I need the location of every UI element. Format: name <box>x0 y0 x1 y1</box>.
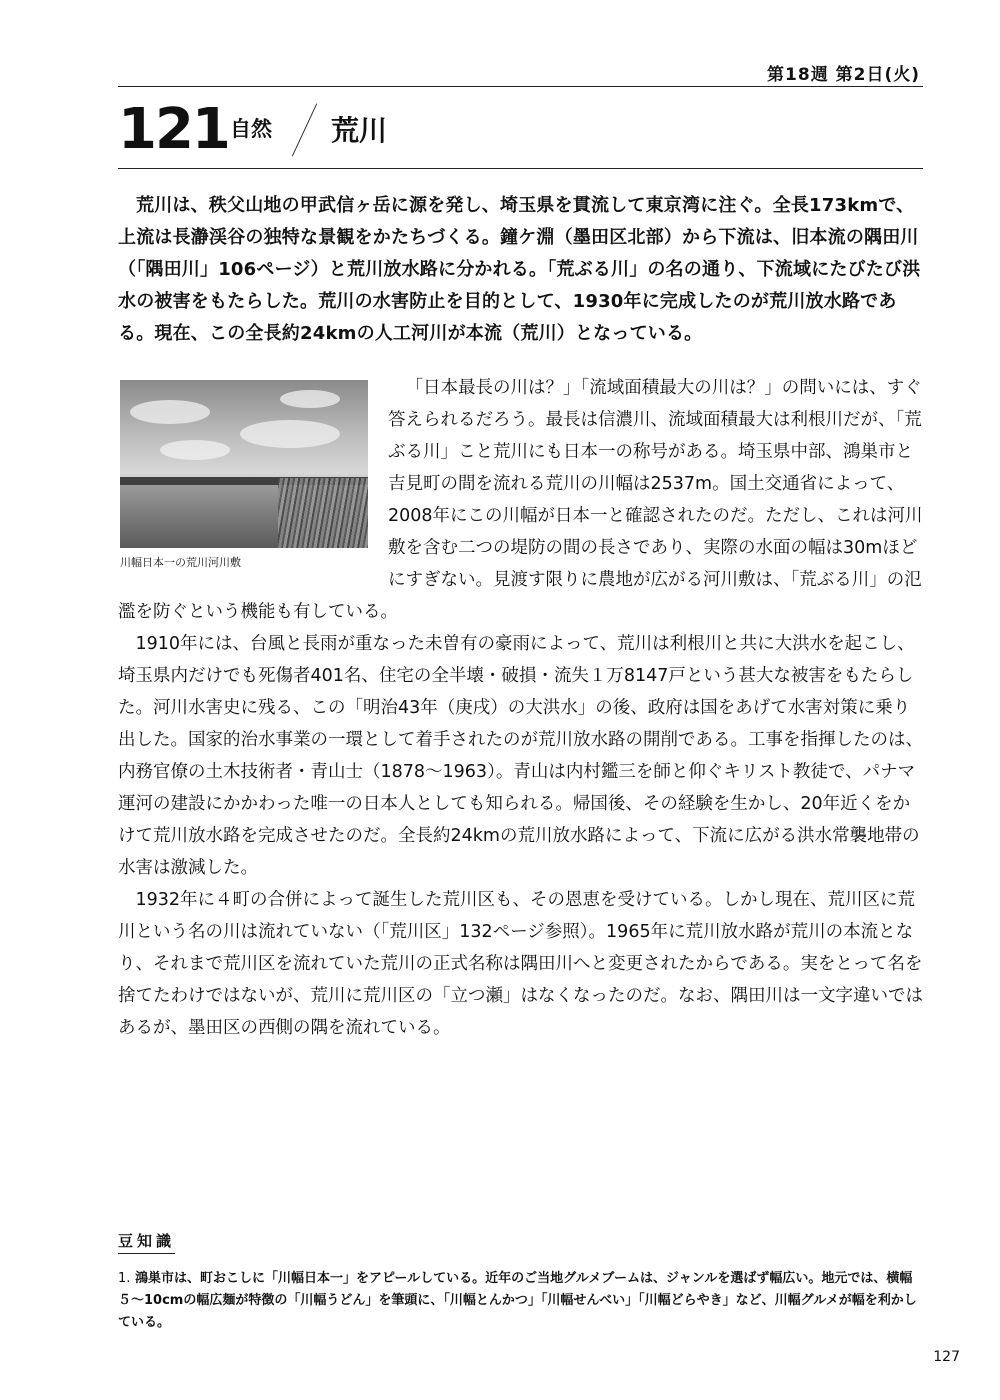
header-rule <box>118 168 923 169</box>
trivia-item <box>118 1268 926 1334</box>
trivia-item-text: 鴻巣市は、町おこしに「川幅日本一」をアピールしている。近年のご当地グルメブームは、ジャンルを選ばず幅広い。地元では、横幅５〜10cmの幅広麺が特徴の「川幅うどん」を筆頭に、「川幅とんかつ」「川幅せんべい」「川幅どらやき」など、川幅グルメが幅を利かしている。 <box>118 1271 917 1330</box>
trivia-section <box>118 1230 926 1334</box>
header-slash-divider <box>292 104 317 157</box>
body-text <box>118 372 926 1044</box>
intro-text: 荒川は、秩父山地の甲武信ヶ岳に源を発し、埼玉県を貫流して東京湾に注ぐ。全長173kmで、上流は長瀞渓谷の独特な景観をかたちづくる。鐘ケ淵（墨田区北部）から下流は、旧本流の隅田川（「隅田川」106ページ）と荒川放水路に分かれる。「荒ぶる川」の名の通り、下流域にたびたび洪水の被害をもたらした。荒川の水害防止を目的として、1930年に完成したのが荒川放水路である。現在、この全長約24kmの人工河川が本流（荒川）となっている。 <box>118 195 921 344</box>
intro-paragraph <box>118 190 926 350</box>
body-paragraph: 1932年に４町の合併によって誕生した荒川区も、その恩恵を受けている。しかし現在、荒川区に荒川という名の川は流れていない（「荒川区」132ページ参照）。1965年に荒川放水路が荒川の本流となり、それまで荒川区を流れていた荒川の正式名称は隅田川へと変更されたからである。実をとって名を捨てたわけではないが、荒川に荒川区の「立つ瀬」はなくなったのだ。なお、隅田川は一文字違いではあるが、墨田区の西側の隅を流れている。 <box>118 890 923 1038</box>
entry-number: 121 <box>118 97 229 162</box>
body-paragraph: 1910年には、台風と長雨が重なった未曽有の豪雨によって、荒川は利根川と共に大洪水を起こし、埼玉県内だけでも死傷者401名、住宅の全半壊・破損・流失１万8147戸という甚大な被害をもたらした。河川水害史に残る、この「明治43年（庚戌）の大洪水」の後、政府は国をあげて水害対策に乗り出した。国家的治水事業の一環として着手されたのが荒川放水路の開削である。工事を指揮したのは、内務官僚の土木技術者・青山士（1878〜1963）。青山は内村鑑三を師と仰ぐキリスト教徒で、パナマ運河の建設にかかわった唯一の日本人としても知られる。帰国後、その経験を生かし、20年近くをかけて荒川放水路を完成させたのだ。全長約24kmの荒川放水路によって、下流に広がる洪水常襲地帯の水害は激減した。 <box>118 634 923 878</box>
photo-caption: 川幅日本一の荒川河川敷 <box>120 556 241 569</box>
top-rule <box>118 86 923 87</box>
body-paragraph: 「日本最長の川は？」「流域面積最大の川は？」の問いには、すぐ答えられるだろう。最長は信濃川、流域面積最大は利根川だが、「荒ぶる川」こと荒川にも日本一の称号がある。埼玉県中部、鴻巣市と吉見町の間を流れる荒川の川幅は2537m。国土交通省によって、2008年にこの川幅が日本一と確認されたのだ。ただし、これは河川敷を含む二つの堤防の間の長さであり、実際の水面の幅は30mほどにすぎない。見渡す限りに農地が広がる河川敷は、「荒ぶる川」の氾濫を防ぐという機能も有している。 <box>118 378 923 622</box>
page-number: 127 <box>933 1349 960 1365</box>
trivia-item-number: 1. <box>118 1271 131 1286</box>
entry-header <box>118 95 923 165</box>
trivia-heading: 豆知識 <box>118 1230 175 1254</box>
entry-category: 自然 <box>230 117 272 141</box>
week-day-label: 第18週 第2日(火) <box>767 65 920 85</box>
entry-title: 荒川 <box>331 114 388 147</box>
